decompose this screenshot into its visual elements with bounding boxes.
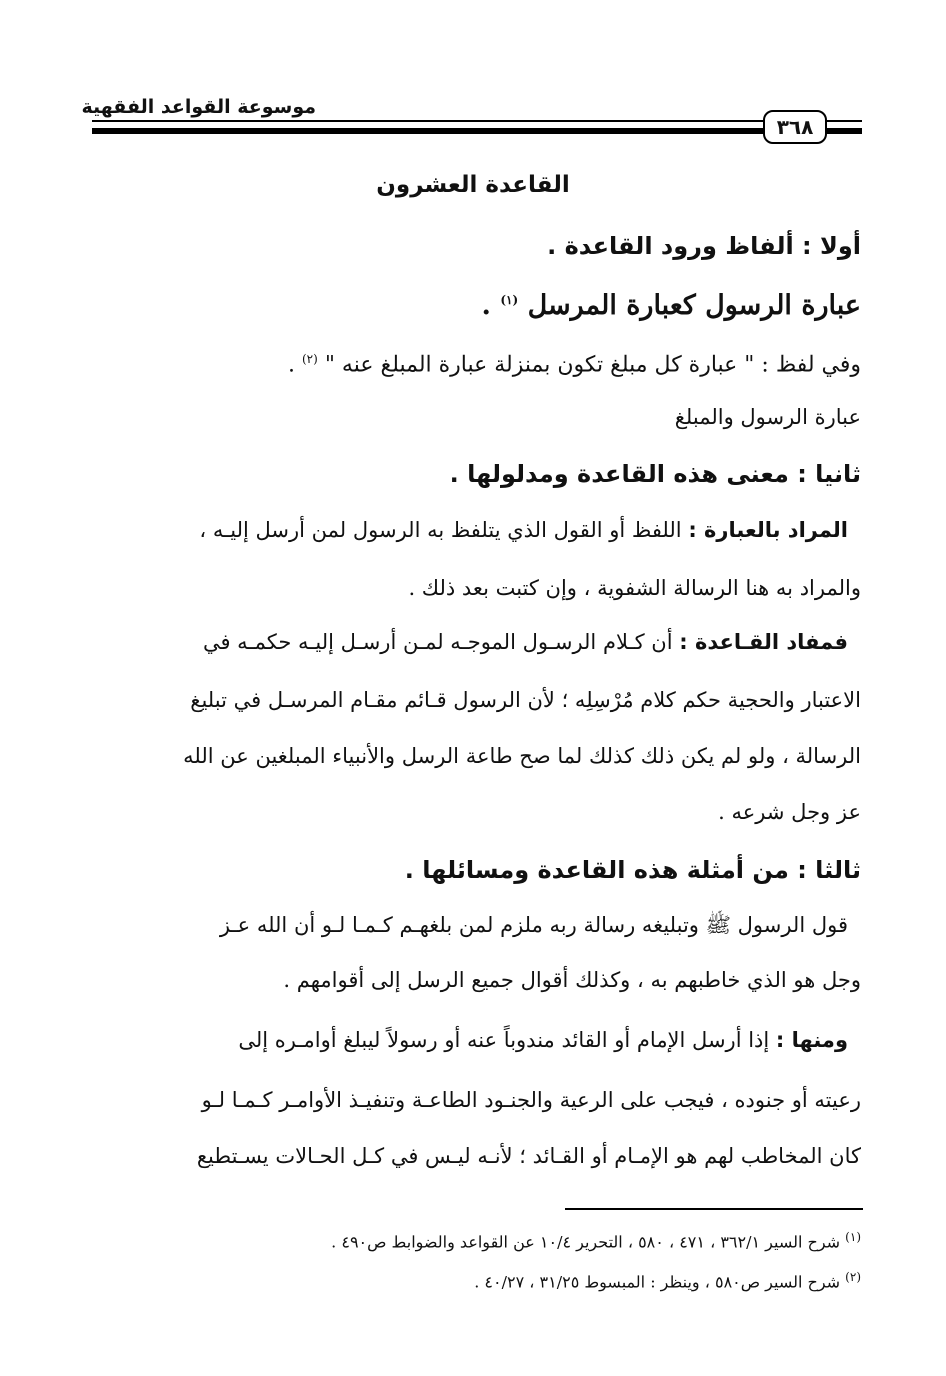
short-form: عبارة الرسول والمبلغ (674, 405, 861, 429)
example2-text-1: إذا أرسل الإمام أو القائد مندوباً عنه أو رسولاً ليبلغ أوامـره إلى (238, 1028, 776, 1052)
example2-line-2: رعيته أو جنوده ، فيجب على الرعية والجنـود الطاعـة وتنفيـذ الأوامـر كـمـا لـو (201, 1088, 861, 1112)
footnote-ref-1: (١) (500, 293, 519, 307)
variant-statement (288, 352, 861, 377)
section2-heading: ثانيا : معنى هذه القاعدة ومدلولها . (449, 460, 861, 488)
footnote-1-mark: (١) (845, 1230, 861, 1244)
section3-heading: ثالثا : من أمثلة هذه القاعدة ومسائلها . (404, 856, 861, 884)
meaning-label: المراد بالعبارة : (688, 518, 848, 542)
rule-text: عبارة الرسول كعبارة المرسل (527, 290, 861, 321)
meaning-para-line-1 (199, 518, 848, 542)
page-number: ٣٦٨ (763, 110, 827, 144)
footnote-2-mark: (٢) (845, 1270, 861, 1284)
example2-label: ومنها : (775, 1028, 848, 1052)
header-rule-thick (92, 128, 862, 134)
section1-heading: أولا : ألفاظ ورود القاعدة . (547, 232, 861, 260)
import-label: فمفاد القـاعدة : (679, 630, 848, 654)
import-para-line-2: الاعتبار والحجية حكم كلام مُرْسِلِه ؛ لأن الرسول قـائم مقـام المرسـل في تبليغ (190, 688, 861, 712)
book-title: موسوعة القواعد الفقهية (81, 96, 316, 118)
rule-end: . (481, 290, 491, 321)
example1-line-2: وجل هو الذي خاطبهم به ، وكذلك أقوال جميع الرسل إلى أقوامهم . (283, 968, 861, 992)
footnote-2 (474, 1270, 861, 1291)
footnote-separator (565, 1208, 863, 1210)
import-para-line-3: الرسالة ، ولو لم يكن ذلك كذلك لما صح طاعة الرسل والأنبياء المبلغين عن الله (183, 744, 861, 768)
example2-line-1 (238, 1028, 848, 1052)
footnote-ref-2: (٢) (301, 352, 318, 366)
import-para-line-4: عز وجل شرعه . (718, 800, 861, 824)
example2-line-3: كان المخاطب لهم هو الإمـام أو القـائد ؛ لأنـه ليـس في كـل الحـالات يسـتطيع (196, 1144, 861, 1168)
variant-text: وفي لفظ : " عبارة كل مبلغ تكون بمنزلة عبارة المبلغ عنه " (324, 352, 861, 378)
import-para-line-1 (203, 630, 848, 654)
rule-statement (482, 290, 861, 321)
example1-line-1: قول الرسول ﷺ وتبليغه رسالة ربه ملزم لمن بلغهـم كـمـا لـو أن الله عـز (219, 913, 848, 937)
meaning-para-line-2: والمراد به هنا الرسالة الشفوية ، وإن كتبت بعد ذلك . (408, 576, 861, 600)
footnote-1 (331, 1230, 861, 1251)
meaning-text-1: اللفظ أو القول الذي يتلفظ به الرسول لمن أرسل إليـه ، (199, 518, 689, 542)
footnote-2-text: شرح السير ص٥٨٠ ، وينظر : المبسوط ٣١/٢٥ ، ٤٠/٢٧ . (474, 1272, 846, 1292)
header-rule-thin (92, 120, 862, 122)
footnote-1-text: شرح السير ٣٦٢/١ ، ٤٧١ ، ٥٨٠ ، التحرير ١٠/٤ عن القواعد والضوابط ص٤٩٠ . (331, 1232, 846, 1252)
rule-title: القاعدة العشرون (376, 172, 570, 198)
variant-end: . (287, 352, 295, 378)
import-text-1: أن كـلام الرسـول الموجـه لمـن أرسـل إليـه حكمـه في (202, 630, 680, 654)
